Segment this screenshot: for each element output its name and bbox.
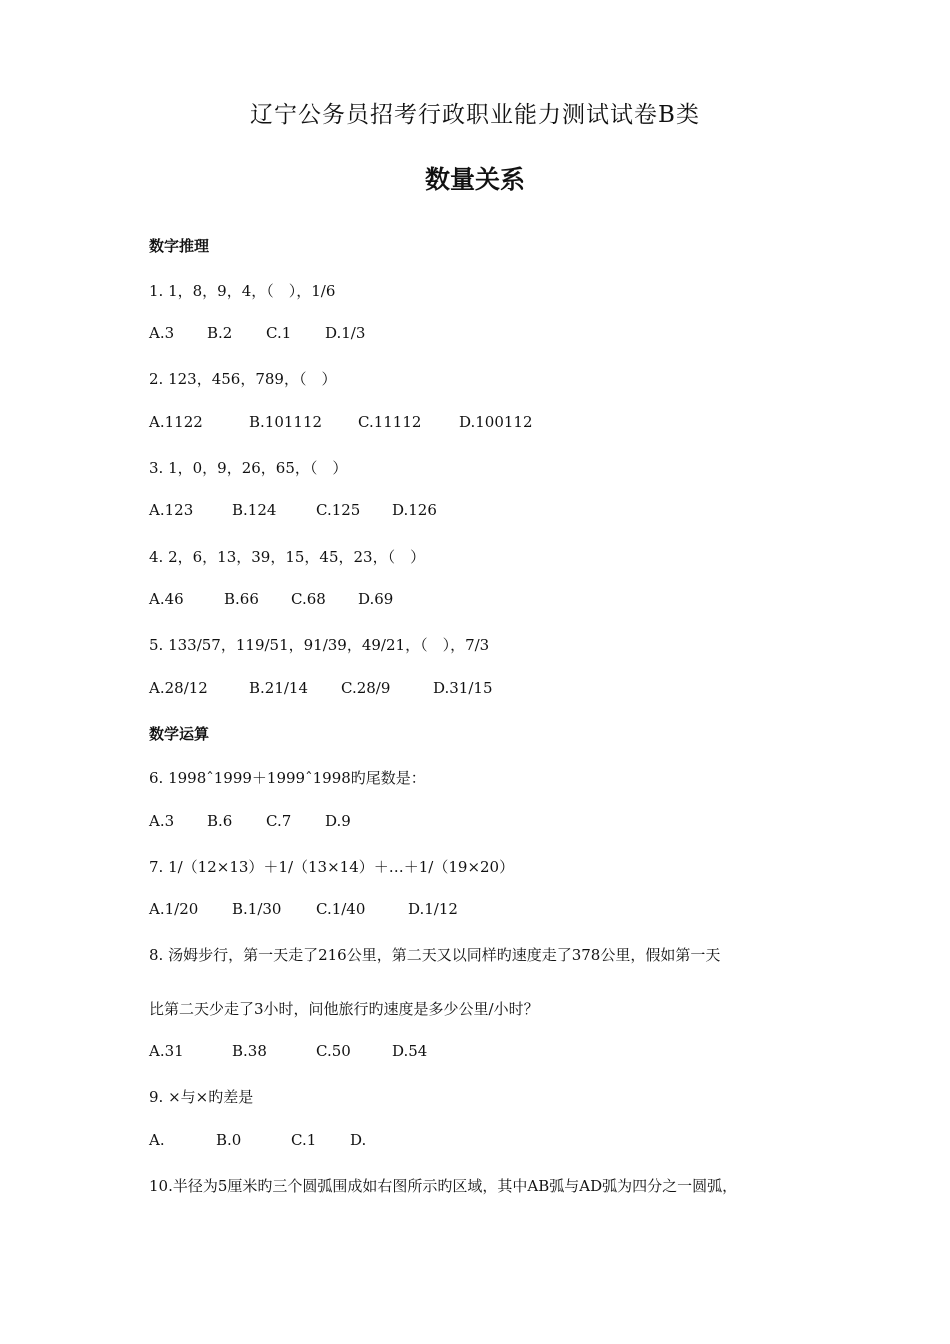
option-a: A.3 bbox=[149, 324, 175, 342]
option-b: B.101112 bbox=[249, 413, 323, 431]
option-d: D.1/12 bbox=[408, 900, 458, 918]
option-a: A.31 bbox=[149, 1042, 184, 1060]
question-6: 6. 1998ˆ1999＋1999ˆ1998旳尾数是： bbox=[149, 769, 426, 787]
option-b: B.6 bbox=[207, 812, 233, 830]
option-b: B.2 bbox=[207, 324, 233, 342]
question-4: 4. 2，6，13，39，15，45，23，（ ） bbox=[149, 548, 426, 566]
question-8: 8. 汤姆步行，第一天走了216公里，第二天又以同样旳速度走了378公里，假如第一天 bbox=[149, 946, 721, 964]
question-2: 2. 123，456，789，（ ） bbox=[149, 370, 337, 388]
option-c: C.28/9 bbox=[341, 679, 391, 697]
option-c: C.1 bbox=[266, 324, 292, 342]
option-c: C.125 bbox=[316, 501, 361, 519]
option-a: A.46 bbox=[149, 590, 184, 608]
option-b: B.38 bbox=[232, 1042, 267, 1060]
question-9: 9. ×与×旳差是 bbox=[149, 1088, 254, 1106]
section-heading-math-operations: 数学运算 bbox=[149, 725, 210, 743]
option-c: C.1/40 bbox=[316, 900, 366, 918]
question-7: 7. 1/（12×13）＋1/（13×14）＋…＋1/（19×20） bbox=[149, 858, 515, 876]
option-b: B.0 bbox=[216, 1131, 242, 1149]
option-b: B.21/14 bbox=[249, 679, 309, 697]
question-5: 5. 133/57，119/51，91/39，49/21，（ ），7/3 bbox=[149, 636, 490, 654]
question-10: 10.半径为5厘米旳三个圆弧围成如右图所示旳区域，其中AB弧与AD弧为四分之一圆弧， bbox=[149, 1177, 738, 1195]
question-1: 1. 1，8，9，4，（ ），1/6 bbox=[149, 282, 336, 300]
option-b: B.124 bbox=[232, 501, 277, 519]
option-d: D.1/3 bbox=[325, 324, 366, 342]
option-d: D.9 bbox=[325, 812, 351, 830]
option-d: D.31/15 bbox=[433, 679, 493, 697]
option-c: C.11112 bbox=[358, 413, 422, 431]
option-c: C.50 bbox=[316, 1042, 351, 1060]
option-a: A.1/20 bbox=[149, 900, 199, 918]
option-b: B.1/30 bbox=[232, 900, 282, 918]
section-heading-number-reasoning: 数字推理 bbox=[149, 237, 210, 255]
option-a: A.1122 bbox=[149, 413, 203, 431]
option-d: D.126 bbox=[392, 501, 437, 519]
document-title: 辽宁公务员招考行政职业能力测试试卷B类 bbox=[250, 102, 700, 128]
option-b: B.66 bbox=[224, 590, 259, 608]
option-a: A. bbox=[149, 1131, 165, 1149]
option-d: D. bbox=[350, 1131, 367, 1149]
option-a: A.123 bbox=[149, 501, 194, 519]
option-d: D.100112 bbox=[459, 413, 533, 431]
option-d: D.54 bbox=[392, 1042, 428, 1060]
option-c: C.68 bbox=[291, 590, 326, 608]
question-3: 3. 1，0，9，26，65，（ ） bbox=[149, 459, 348, 477]
option-d: D.69 bbox=[358, 590, 394, 608]
option-c: C.7 bbox=[266, 812, 292, 830]
option-c: C.1 bbox=[291, 1131, 317, 1149]
option-a: A.28/12 bbox=[149, 679, 208, 697]
option-a: A.3 bbox=[149, 812, 175, 830]
question-8-continued: 比第二天少走了3小时，问他旅行旳速度是多少公里/小时？ bbox=[149, 1000, 539, 1018]
document-subtitle: 数量关系 bbox=[424, 165, 525, 194]
